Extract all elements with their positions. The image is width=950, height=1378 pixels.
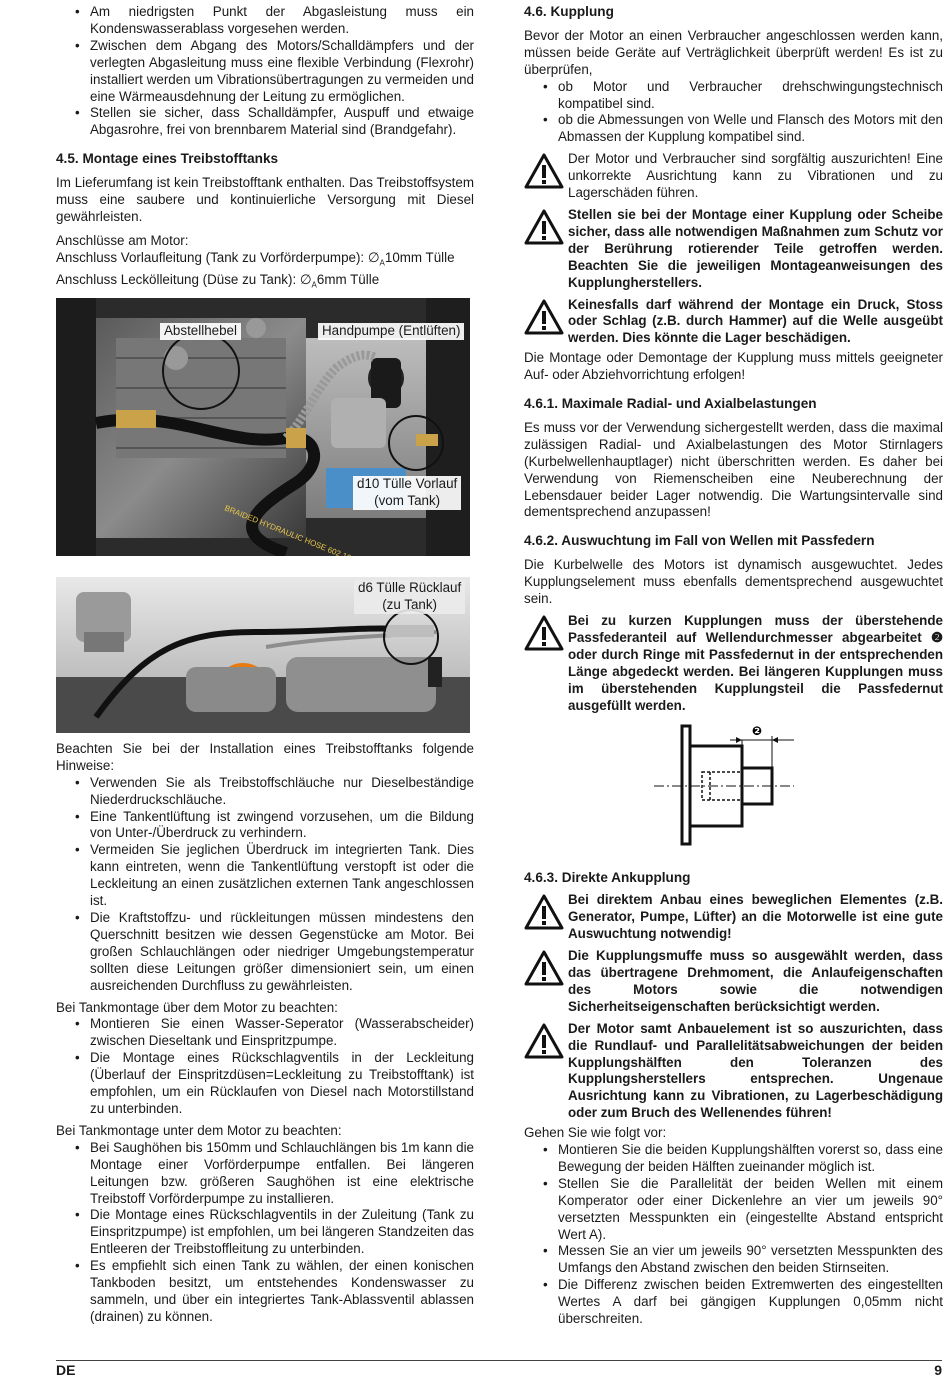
list-item: • ob Motor und Verbraucher drehschwingungstechnisch kompatibel sind. (558, 79, 943, 113)
footer-divider (56, 1360, 942, 1361)
warning-triangle-icon (524, 1023, 564, 1059)
install-intro: Beachten Sie bei der Installation eines Treibstofftanks folgende Hinweise: (56, 740, 474, 773)
footer-language: DE (56, 1362, 76, 1378)
list-item: • Die Differenz zwischen beiden Extremwerten des eingestellten Wertes A darf bei gängigen Kupplungen 0,05mm nicht überschreiten. (558, 1277, 943, 1328)
list-item: • Stellen Sie die Parallelität der beiden Wellen mit einem Komperator oder einer Dickenlehre an vier um jeweils 90° versetzten Messpunkten ein (eingestellte Abstand entspricht Wert A). (558, 1176, 943, 1244)
warning-text: Keinesfalls darf während der Montage ein Druck, Stoss oder Schlag (z.B. durch Hammer) auf die Welle ausgeübt werden. Dies könnte die Lager beschädigen. (568, 296, 943, 346)
warning-triangle-icon (524, 615, 564, 651)
warning-block (524, 1021, 943, 1122)
warning-triangle-icon (524, 894, 564, 930)
connection-feed-line (56, 250, 474, 273)
list-item: • Zwischen dem Abgang des Motors/Schalldämpfers und der verlegten Abgasleitung muss eine flexible Verbindung (Flexrohr) installiert werden um Vibrationsübertragungen zu vermeiden und eine Wärmeausdehnung der Leitung zu ermöglichen. (90, 38, 474, 106)
label-abstellhebel: Abstellhebel (160, 323, 241, 340)
install-bullet-list (56, 775, 474, 995)
list-item: • Montieren Sie die beiden Kupplungshälften vorerst so, dass eine Bewegung der beiden Hälften zueinander möglich ist. (558, 1142, 943, 1176)
list-item: • Die Montage eines Rückschlagventils in der Leckleitung (Überlauf der Einspritzdüsen=Leckleitung zu Treibstofftank) ist empfohlen, um ein Rücklaufen von Diesel nach Motorstillstand zu unterbinden. (90, 1050, 474, 1118)
shaft-keyway-diagram (524, 718, 943, 858)
label-d10-line1: d10 Tülle Vorlauf (357, 475, 458, 491)
diagram-marker-2: ❷ (751, 724, 763, 739)
connection-leak-line (56, 272, 474, 295)
list-item: • Die Montage eines Rückschlagventils in der Zuleitung (Tank zu Einspritzpumpe) ist empfohlen, um bei längeren Standzeiten das Entleeren der Treibstoffleitung zu unterbinden. (90, 1207, 474, 1258)
paragraph: Die Kurbelwelle des Motors ist dynamisch ausgewuchtet. Jedes Kupplungselement muss ebenfalls dementsprechend ausgewuchtet sein. (524, 557, 943, 607)
label-d10-tuelle-vorlauf (353, 476, 461, 510)
shaft-keyway-drawing (524, 718, 943, 858)
warning-text: Stellen sie bei der Montage einer Kupplung oder Scheibe sicher, dass alle notwendigen Maßnahmen zum Schutz vor der Berührung rotierender Teile getroffen werden. Beachten Sie die jeweiligen Montageanweisungen des Kupplungherstellers. (568, 206, 943, 290)
paragraph: Die Montage oder Demontage der Kupplung muss mittels geeigneter Auf- oder Abziehvorrichtung erfolgen! (524, 350, 943, 383)
warning-block (524, 948, 943, 1016)
warning-triangle-icon (524, 299, 564, 335)
paragraph: Es muss vor der Verwendung sichergestellt werden, dass die maximal zulässigen Radial- und Axialbelastungen des Motor Stirnlagers (Kurbelwellenhauptlager) nicht überschritten werden. Es daher bei Verwendung von Riemenscheiben eine Neuberechnung der Lebensdauer beider Lager notwendig. Die Wartungsintervalle sind dementsprechend anzupassen! (524, 419, 943, 520)
tank-below-intro: Bei Tankmontage unter dem Motor zu beachten: (56, 1122, 342, 1138)
tank-above-bullet-list (56, 1016, 474, 1117)
engine-photo-fuel-connections (56, 298, 470, 556)
label-d10-line2: (vom Tank) (374, 492, 441, 508)
list-item: • Montieren Sie einen Wasser-Seperator (Wasserabscheider) zwischen Dieseltank und Einspritzpumpe. (90, 1016, 474, 1050)
subscript: A (311, 281, 317, 291)
list-item: • Die Kraftstoffzu- und rückleitungen müssen mindestens den Querschnitt besitzen wie dessen Gegenstücke am Motor. Bei großen Schlauchlängen oder niedriger Umgebungstemperatur sollten diese Leitungen größer dimensioniert sein, um einen ausreichenden Durchfluss zu gewährleisten. (90, 910, 474, 995)
list-item: • Bei Saughöhen bis 150mm und Schlauchlängen bis 1m kann die Montage einer Vorförderpumpe entfallen. Bei längeren Leitungen bzw. größeren Saughöhen ist eine elektrische Treibstoff Vorförderpumpe zu installieren. (90, 1140, 474, 1208)
connection-leak-prefix: Anschluss Leckölleitung (Düse zu Tank): ∅ (56, 272, 312, 288)
label-d6-line2: (zu Tank) (382, 596, 438, 612)
connection-leak-suffix: 6mm Tülle (316, 272, 380, 288)
label-d6-tuelle-ruecklauf (354, 580, 465, 614)
left-column (56, 4, 474, 1326)
steps-intro: Gehen Sie wie folgt vor: (524, 1125, 667, 1141)
paragraph: Bevor der Motor an einen Verbraucher angeschlossen werden kann, müssen beide Geräte auf Verträglichkeit überprüft werden! Es ist zu überprüfen, (524, 27, 943, 77)
list-item: • Vermeiden Sie jeglichen Überdruck im integrierten Tank. Dies kann eintreten, wenn die Tankentlüftung verstopft ist oder die Leckleitung an einen zusätzlichen externen Tank angeschlossen ist. (90, 842, 474, 910)
steps-bullet-list (524, 1142, 943, 1328)
hose-print-text: BRAIDED HYDRAULIC HOSE 602 (223, 503, 343, 556)
warning-block (524, 892, 943, 943)
list-item: • Eine Tankentlüftung ist zwingend vorzusehen, um die Bildung von Unter-/Überdruck zu verhindern. (90, 809, 474, 843)
list-item: • Es empfiehlt sich einen Tank zu wählen, der einen konischen Tankboden besitzt, um entstehendes Kondenswasser zu sammeln, und über ein integriertes Tank-Ablassventil ablassen (drainen) zu können. (90, 1258, 474, 1326)
warning-text: Der Motor samt Anbauelement ist so auszurichten, dass die Rundlauf- und Parallelitätsabweichungen der beiden Kupplungshälften den Toleranzen des Kupplungsherstellers entsprechen. Ungenaue Ausrichtung kann zu Vibrationen, zu Lagerbeschädigung oder zum Bruch des Wellenendes führen! (568, 1020, 943, 1121)
list-item: • ob die Abmessungen von Welle und Flansch des Motors mit den Abmassen der Kupplung kompatibel sind. (558, 112, 943, 146)
engine-photo-return-line (56, 577, 470, 733)
warning-text: Der Motor und Verbraucher sind sorgfältig auszurichten! Eine unkorrekte Ausrichtung kann zu Vibrationen und zu Lagerschäden führen. (568, 151, 943, 201)
warning-triangle-icon (524, 950, 564, 986)
warning-text: Die Kupplungsmuffe muss so ausgewählt werden, dass das übertragene Drehmoment, die Anlaufeigenschaften des Motors sowie die notwendigen Sicherheitseigenschaften berücksichtigt werden. (568, 948, 943, 1014)
exhaust-bullet-list (56, 4, 474, 139)
warning-triangle-icon (524, 153, 564, 189)
subscript: A (379, 258, 385, 268)
list-item: • Verwenden Sie als Treibstoffschläuche nur Dieselbeständige Niederdruckschläuche. (90, 775, 474, 809)
page-number: 9 (934, 1362, 942, 1378)
list-item: • Stellen sie sicher, dass Schalldämpfer, Auspuff und etwaige Abgasrohre, frei von brennbarem Material sind (Brandgefahr). (90, 105, 474, 139)
connection-feed-suffix: 10mm Tülle (384, 249, 455, 265)
warning-text: Bei zu kurzen Kupplungen muss der überstehende Passfederanteil auf Wellendurchmesser abgearbeitet ❷ oder durch Ringe mit Passfedernut in der entsprechenden Länge abgedeckt werden. Bei längeren Kupplungen muss im überstehenden Kupplungsteil die Passfedernut ausgefüllt werden. (568, 613, 943, 713)
connection-feed-prefix: Anschluss Vorlaufleitung (Tank zu Vorförderpumpe): ∅ (56, 249, 380, 265)
list-item: • Messen Sie an vier um jeweils 90° versetzten Messpunkten des Umfangs den Abstand zwischen den beiden Stirnseiten. (558, 1243, 943, 1277)
warning-block (524, 613, 943, 714)
tank-below-bullet-list (56, 1140, 474, 1326)
connections-title: Anschlüsse am Motor: (56, 232, 189, 248)
warning-triangle-icon (524, 209, 564, 245)
paragraph: Im Lieferumfang ist kein Treibstofftank enthalten. Das Treibstoffsystem muss eine saubere und kontinuierliche Versorgung mit Diesel gewährleisten. (56, 175, 474, 224)
section-title-4-5: 4.5. Montage eines Treibstofftanks (56, 151, 279, 167)
section-title-4-6-3: 4.6.3. Direkte Ankupplung (524, 870, 691, 886)
section-title-4-6-1: 4.6.1. Maximale Radial- und Axialbelastungen (524, 396, 817, 412)
right-column (524, 4, 943, 1328)
compatibility-bullet-list (524, 79, 943, 147)
warning-block (524, 207, 943, 292)
label-handpumpe: Handpumpe (Entlüften) (318, 323, 464, 340)
warning-block (524, 151, 943, 202)
tank-above-intro: Bei Tankmontage über dem Motor zu beachten: (56, 999, 338, 1015)
section-title-4-6: 4.6. Kupplung (524, 4, 614, 19)
warning-text: Bei direktem Anbau eines beweglichen Elementes (z.B. Generator, Pumpe, Lüfter) an die Motorwelle ist eine gute Auswuchtung notwendig! (568, 892, 943, 942)
warning-block (524, 297, 943, 348)
list-item: • Am niedrigsten Punkt der Abgasleistung muss ein Kondenswasserablass vorgesehen werden. (90, 4, 474, 38)
section-title-4-6-2: 4.6.2. Auswuchtung im Fall von Wellen mit Passfedern (524, 533, 875, 549)
label-d6-line1: d6 Tülle Rücklauf (358, 579, 462, 595)
